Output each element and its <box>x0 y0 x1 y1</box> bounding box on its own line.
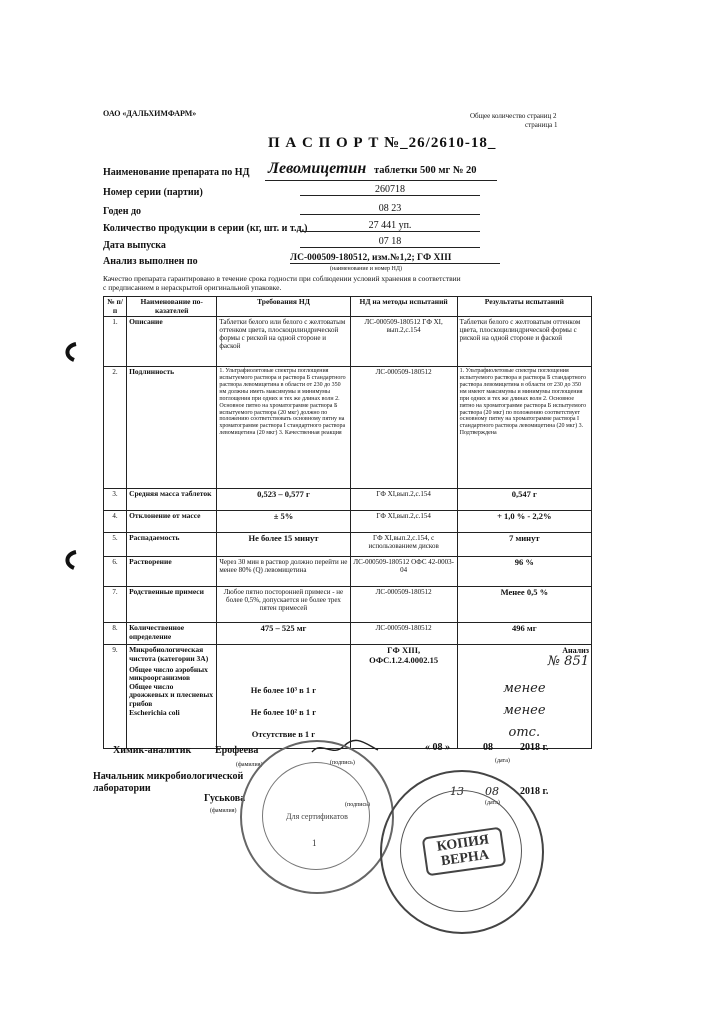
row-req: 0,523 – 0,577 г <box>217 489 350 511</box>
row-name: Средняя масса таблеток <box>127 489 217 511</box>
row-result: 496 мг <box>457 623 591 645</box>
row-method: ГФ XIII, ОФС.1.2.4.0002.15 <box>350 645 457 749</box>
row-req: 475 – 525 мг <box>217 623 350 645</box>
row-req: Через 30 мин в раствор должно перейти не менее 80% (Q) левомицетина <box>217 557 350 587</box>
company-name: ОАО «ДАЛЬХИМФАРМ» <box>103 109 197 118</box>
table-row <box>104 557 592 587</box>
row-method: ГФ XI,вып.2,с.154 <box>350 511 457 533</box>
row-method: ЛС-000509-180512 ГФ XI, вып.2,с.154 <box>350 317 457 367</box>
table-row <box>104 511 592 533</box>
row-result: 1. Ультрафиолетовые спектры поглощения испытуемого раствора и раствора Б стандартного раствора левомицетина в области от 230 до 350 нм имеют максимумы и минимумы поглощения при одних и тех же длинах волн 2. Основное пятно на хроматограмме раствора Б испытуемого раствора (20 мкг) по положению соответствует основному пятну на хроматограмме раствора I стандартного раствора левомицетина (20 мкг) 3. Подтверждена <box>457 367 591 489</box>
hole-punch-mark <box>60 340 80 364</box>
row-result: 7 минут <box>457 533 591 557</box>
row-req: Не более 15 минут <box>217 533 350 557</box>
row-req: Таблетки белого или белого с желтоватым оттенком цвета, плоскоцилиндрической формы с риской на одной стороне и фаской <box>217 317 350 367</box>
drug-form: таблетки 500 мг № 20 <box>374 165 477 176</box>
row-req: ± 5% <box>217 511 350 533</box>
row-req: 1. Ультрафиолетовые спектры поглощения испытуемого раствора и раствора Б стандартного раствора левомицетина в области от 230 до 350 нм должны иметь максимумы и минимумы поглощения при одних и тех же длинах волн 2. Основное пятно на хроматограмме раствора Б испытуемого раствора (20 мкг) должно по положению соответствовать основному пятну на хроматограмме раствора I стандартного раствора левомицетина (20 мкг) 3. Качественная реакция <box>217 367 350 489</box>
micro-yeast-result: менее <box>503 703 546 719</box>
chemist-label: Химик-аналитик <box>113 745 192 756</box>
chemist-date-caption: (дата) <box>495 758 510 764</box>
head-date-month: 08 <box>485 785 499 798</box>
release-label: Дата выпуска <box>103 240 166 251</box>
row-req: Любое пятно посторонней примеси - не более 0,5%, допускается не более трех пятен примесей <box>217 587 350 623</box>
hole-punch-mark <box>60 548 80 572</box>
table-row <box>104 367 592 489</box>
qty-value: 27 441 уп. <box>300 220 480 232</box>
row-name: Растворение <box>127 557 217 587</box>
row-result: 96 % <box>457 557 591 587</box>
row-num: 9. <box>104 645 127 749</box>
lab-stamp-text: Для сертификатов <box>286 812 348 821</box>
analysis-number: № 851 <box>547 654 589 670</box>
row-num: 4. <box>104 511 127 533</box>
row-result: + 1,0 % - 2,2% <box>457 511 591 533</box>
head-surname-caption: (фамилия) <box>210 808 237 814</box>
row-name <box>127 645 217 749</box>
analysis-value: ЛС-000509-180512, изм.№1,2; ГФ XIII <box>290 253 500 264</box>
valid-label: Годен до <box>103 206 142 217</box>
table-row-micro <box>104 645 592 749</box>
header-result: Результаты испытаний <box>457 297 591 317</box>
chemist-name: Ерофеева <box>215 745 259 756</box>
micro-yeast-req: Не более 10² в 1 г <box>250 707 317 718</box>
analysis-caption: (наименование и номер НД) <box>330 266 402 272</box>
row-name: Родственные примеси <box>127 587 217 623</box>
valid-value: 08 23 <box>300 203 480 215</box>
micro-yeast-label: Общее число дрожжевых и плесневых грибов <box>129 681 214 708</box>
head-label: Начальник микробиологической лаборатории <box>93 771 244 794</box>
head-name: Гуськова <box>204 793 246 804</box>
row-result: Менее 0,5 % <box>457 587 591 623</box>
drug-underline <box>265 180 497 181</box>
lab-stamp-number: 1 <box>312 838 317 848</box>
head-sign-caption: (подпись) <box>345 802 370 808</box>
row-num: 5. <box>104 533 127 557</box>
table-row <box>104 587 592 623</box>
micro-aerobic-label: Общее число аэробных микроорганизмов <box>129 664 208 683</box>
row-result: Таблетки белого с желтоватым оттенком цвета, плоскоцилиндрической формы с риской на одной стороне и фаской <box>457 317 591 367</box>
page-number: страница 1 <box>525 121 558 129</box>
row-num: 3. <box>104 489 127 511</box>
micro-aerobic-result: менее <box>503 681 546 697</box>
copy-stamp <box>380 770 544 934</box>
header-req: Требования НД <box>217 297 350 317</box>
head-date-day: 13 <box>450 785 464 798</box>
row-method: ГФ XI,вып.2,с.154, с использованием дисков <box>350 533 457 557</box>
chemist-date-month: 08 <box>483 742 493 753</box>
row-method: ЛС-000509-180512 <box>350 623 457 645</box>
row-num: 7. <box>104 587 127 623</box>
row-result <box>457 645 591 749</box>
chemist-date-year: 2018 г. <box>520 742 549 753</box>
chemist-surname-caption: (фамилия) <box>236 762 263 768</box>
drug-label: Наименование препарата по НД <box>103 167 250 178</box>
row-num: 8. <box>104 623 127 645</box>
test-results-table <box>103 296 592 749</box>
series-value: 260718 <box>300 184 480 196</box>
release-value: 07 18 <box>300 236 480 248</box>
head-date-caption: (дата) <box>485 800 500 806</box>
row-result: 0,547 г <box>457 489 591 511</box>
chemist-date-day: « 08 » <box>425 742 450 753</box>
micro-ecoli-label: Escherichia coli <box>129 707 180 717</box>
chemist-sign-caption: (подпись) <box>330 760 355 766</box>
table-row <box>104 623 592 645</box>
row-method: ЛС-000509-180512 <box>350 587 457 623</box>
qty-label: Количество продукции в серии (кг, шт. и т.д.) <box>103 223 308 234</box>
pages-total: Общее количество страниц 2 <box>470 112 557 120</box>
header-method: НД на методы испытаний <box>350 297 457 317</box>
row-method: ГФ XI,вып.2,с.154 <box>350 489 457 511</box>
drug-name: Левомицетин <box>268 160 367 177</box>
row-name: Распадаемость <box>127 533 217 557</box>
copy-stamp-text: КОПИЯ ВЕРНА <box>422 827 507 877</box>
row-name: Описание <box>127 317 217 367</box>
series-label: Номер серии (партии) <box>103 187 203 198</box>
analysis-label: Анализ выполнен по <box>103 256 198 267</box>
micro-ecoli-req: Отсутствие в 1 г <box>251 729 316 740</box>
row-num: 6. <box>104 557 127 587</box>
micro-title: Микробиологическая чистота (категории 3А) <box>129 645 209 663</box>
row-method: ЛС-000509-180512 ОФС 42-0003-04 <box>350 557 457 587</box>
table-row <box>104 533 592 557</box>
header-name: Наименование по-казателей <box>127 297 217 317</box>
guarantee-text: Качество препарата гарантировано в течение срока годности при соблюдении условий хранения в соответствии с предписанием в нераскрытой оригинальной упаковке. <box>103 274 461 293</box>
passport-title: П А С П О Р Т №_26/2610-18_ <box>268 135 497 151</box>
row-num: 1. <box>104 317 127 367</box>
header-num: № п/п <box>104 297 127 317</box>
analysis-word: Анализ <box>562 646 589 656</box>
row-name: Количественное определение <box>127 623 217 645</box>
micro-aerobic-req: Не более 10³ в 1 г <box>250 685 317 696</box>
table-row <box>104 317 592 367</box>
row-req <box>217 645 350 749</box>
micro-ecoli-result: отс. <box>508 725 541 741</box>
row-name: Подлинность <box>127 367 217 489</box>
row-name: Отклонение от массе <box>127 511 217 533</box>
head-date-year: 2018 г. <box>520 786 549 797</box>
row-method: ЛС-000509-180512 <box>350 367 457 489</box>
row-num: 2. <box>104 367 127 489</box>
table-header-row <box>104 297 592 317</box>
lab-stamp <box>240 740 394 894</box>
table-row <box>104 489 592 511</box>
